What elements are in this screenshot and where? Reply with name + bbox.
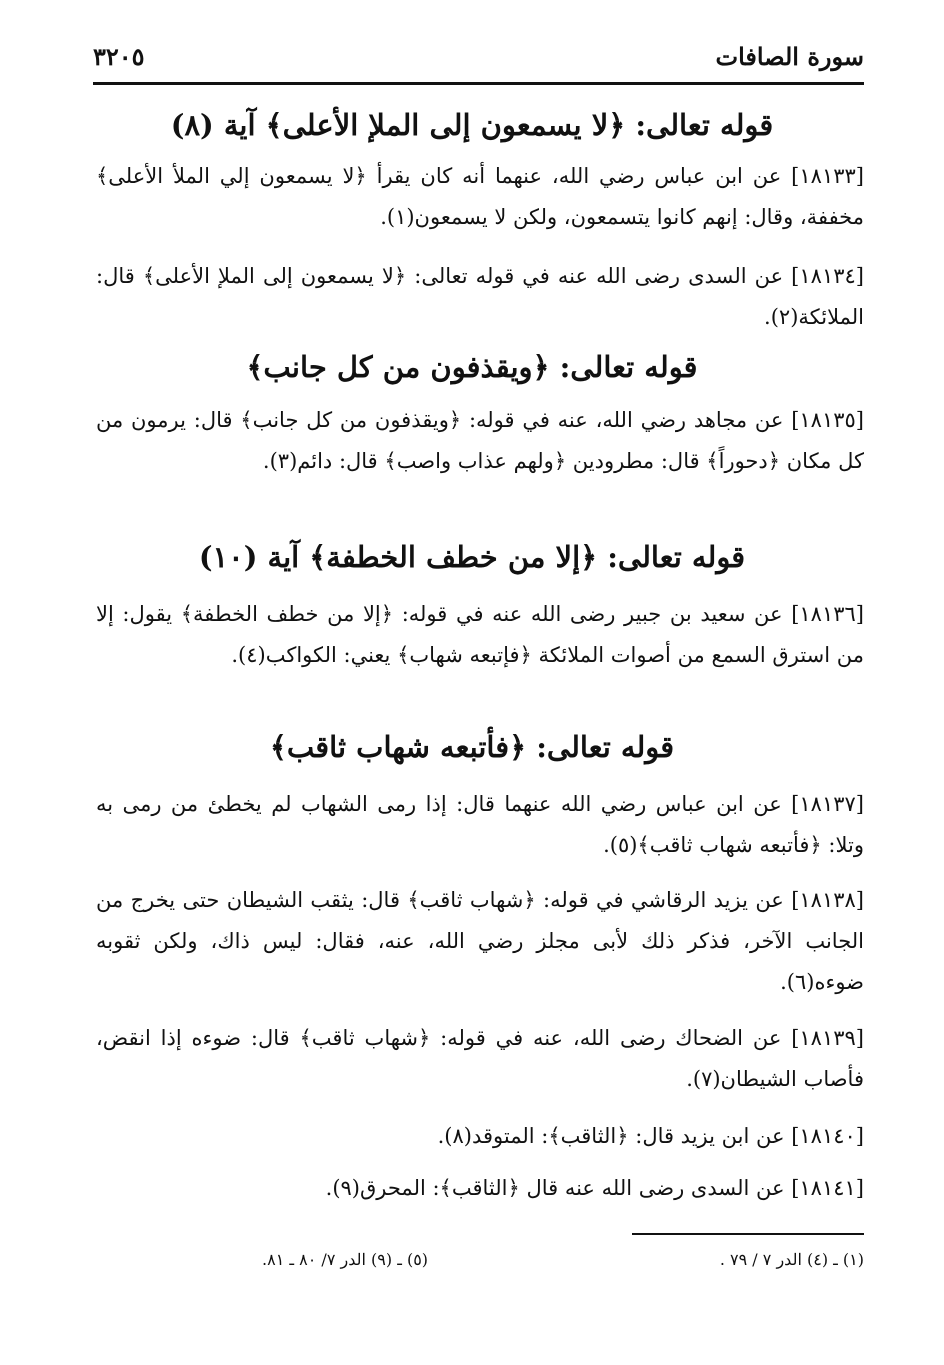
- section-heading-ayah-8: قوله تعالى: ﴿لا يسمعون إلى الملإ الأعلى﴾ آية (٨): [170, 108, 774, 142]
- footnote-5-9: (٥) ـ (٩) الدر ٧/ ٨٠ ـ ٨١.: [262, 1250, 429, 1269]
- page-header: [93, 38, 864, 85]
- section-heading-ayah-10: قوله تعالى: ﴿إلا من خطف الخطفة﴾ آية (١٠): [198, 540, 746, 574]
- hadith-18139: [١٨١٣٩] عن الضحاك رضى الله، عنه في قوله: ﴿شهاب ثاقب﴾ قال: ضوءه إذا انقض، فأصاب الشيطان(٧).: [96, 1026, 864, 1091]
- footnote-divider: [632, 1233, 864, 1235]
- page-number: ٣٢٠٥: [93, 42, 145, 71]
- hadith-18141: [١٨١٤١] عن السدى رضى الله عنه قال ﴿الثاقب﴾: المحرق(٩).: [325, 1176, 864, 1200]
- hadith-18134: [١٨١٣٤] عن السدى رضى الله عنه في قوله تعالى: ﴿لا يسمعون إلى الملإ الأعلى﴾ قال: الملائكة(٢).: [96, 264, 864, 329]
- hadith-18135: [١٨١٣٥] عن مجاهد رضي الله، عنه في قوله: ﴿ويقذفون من كل جانب﴾ قال: يرمون من كل مكان ﴿دحوراً﴾ قال: مطرودين ﴿ولهم عذاب واصب﴾ قال: دائم(٣).: [96, 408, 864, 473]
- hadith-18140: [١٨١٤٠] عن ابن يزيد قال: ﴿الثاقب﴾: المتوقد(٨).: [437, 1124, 864, 1148]
- hadith-18137: [١٨١٣٧] عن ابن عباس رضي الله عنهما قال: إذا رمى الشهاب لم يخطئ من رمى به وتلا: ﴿فأتبعه شهاب ثاقب﴾(٥).: [96, 792, 864, 857]
- hadith-18133: [١٨١٣٣] عن ابن عباس رضي الله، عنهما أنه كان يقرأ ﴿لا يسمعون إلي الملأ الأعلى﴾ مخففة، وقال: إنهم كانوا يتسمعون، ولكن لا يسمعون(١).: [96, 164, 864, 229]
- section-heading-thaqib: قوله تعالى: ﴿فأتبعه شهاب ثاقب﴾: [269, 730, 675, 764]
- hadith-18138: [١٨١٣٨] عن يزيد الرقاشي في قوله: ﴿شهاب ثاقب﴾ قال: يثقب الشيطان حتى يخرج من الجانب الآخر، فذكر ذلك لأبى مجلز رضي الله، عنه، فقال: ليس ذاك، ولكن ثقوبه ضوءه(٦).: [96, 888, 864, 994]
- sura-title: سورة الصافات: [715, 42, 864, 71]
- section-heading-jaanib: قوله تعالى: ﴿ويقذفون من كل جانب﴾: [246, 350, 698, 384]
- footnote-1-4: (١) ـ (٤) الدر ٧ / ٧٩ .: [719, 1250, 864, 1269]
- hadith-18136: [١٨١٣٦] عن سعيد بن جبير رضى الله عنه في قوله: ﴿إلا من خطف الخطفة﴾ يقول: إلا من استرق السمع من أصوات الملائكة ﴿فإتبعه شهاب﴾ يعني: الكواكب(٤).: [96, 602, 864, 667]
